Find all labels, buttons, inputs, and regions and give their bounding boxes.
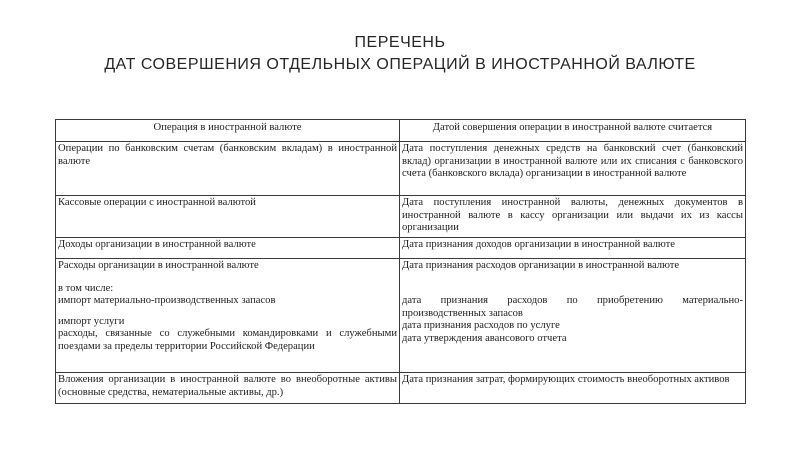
operation-cell: Кассовые операции с иностранной валютой	[56, 196, 400, 238]
table-header-row	[56, 120, 746, 142]
operation-import-inventory: импорт материально-производственных запасов	[58, 295, 276, 307]
document-title-line-1: ПЕРЕЧЕНЬ	[354, 34, 446, 51]
date-inventory: дата признания расходов по приобретению материально-производственных запасов	[402, 295, 743, 319]
operation-travel: расходы, связанные со служебными командировками и служебными поездами за пределы территории Российской Федерации	[58, 328, 397, 352]
operation-cell: Доходы организации в иностранной валюте	[56, 238, 400, 259]
spacer	[402, 273, 743, 283]
date-service: дата признания расходов по услуге	[402, 320, 560, 332]
date-travel: дата утверждения авансового отчета	[402, 332, 567, 344]
operations-table	[55, 119, 746, 404]
operation-import-service: импорт услуги	[58, 315, 125, 327]
operation-cell: Операции по банковским счетам (банковским вкладам) в иностранной валюте	[56, 142, 400, 196]
operation-cell: Вложения организации в иностранной валюте во внеоборотные активы (основные средства, нематериальные активы, др.)	[56, 373, 400, 404]
header-operation: Операция в иностранной валюте	[56, 120, 400, 142]
date-cell: Дата признания доходов организации в иностранной валюте	[400, 238, 746, 259]
table-row	[56, 196, 746, 238]
header-date: Датой совершения операции в иностранной валюте считается	[400, 120, 746, 142]
document-title-line-2: ДАТ СОВЕРШЕНИЯ ОТДЕЛЬНЫХ ОПЕРАЦИЙ В ИНОСТРАННОЙ ВАЛЮТЕ	[104, 56, 696, 73]
table-row	[56, 373, 746, 404]
date-expenses: Дата признания расходов организации в иностранной валюте	[402, 260, 680, 271]
table-row	[56, 142, 746, 196]
operation-expenses: Расходы организации в иностранной валюте	[58, 260, 259, 271]
date-cell: Дата поступления денежных средств на банковский счет (банковский вклад) организации в иностранной валюте или их списания с банковского счета (банковского вклада) организации в иностранной валюте	[400, 142, 746, 196]
spacer	[58, 273, 397, 283]
date-cell: Дата поступления иностранной валюты, денежных документов в иностранной валюте в кассу организации или выдачи их из кассы организации	[400, 196, 746, 238]
date-cell	[400, 259, 746, 373]
spacer	[402, 283, 743, 296]
table-row	[56, 238, 746, 259]
operation-cell	[56, 259, 400, 373]
spacer	[58, 308, 397, 316]
table-row	[56, 259, 746, 373]
date-cell: Дата признания затрат, формирующих стоимость внеоборотных активов	[400, 373, 746, 404]
operation-including: в том числе:	[58, 282, 114, 294]
